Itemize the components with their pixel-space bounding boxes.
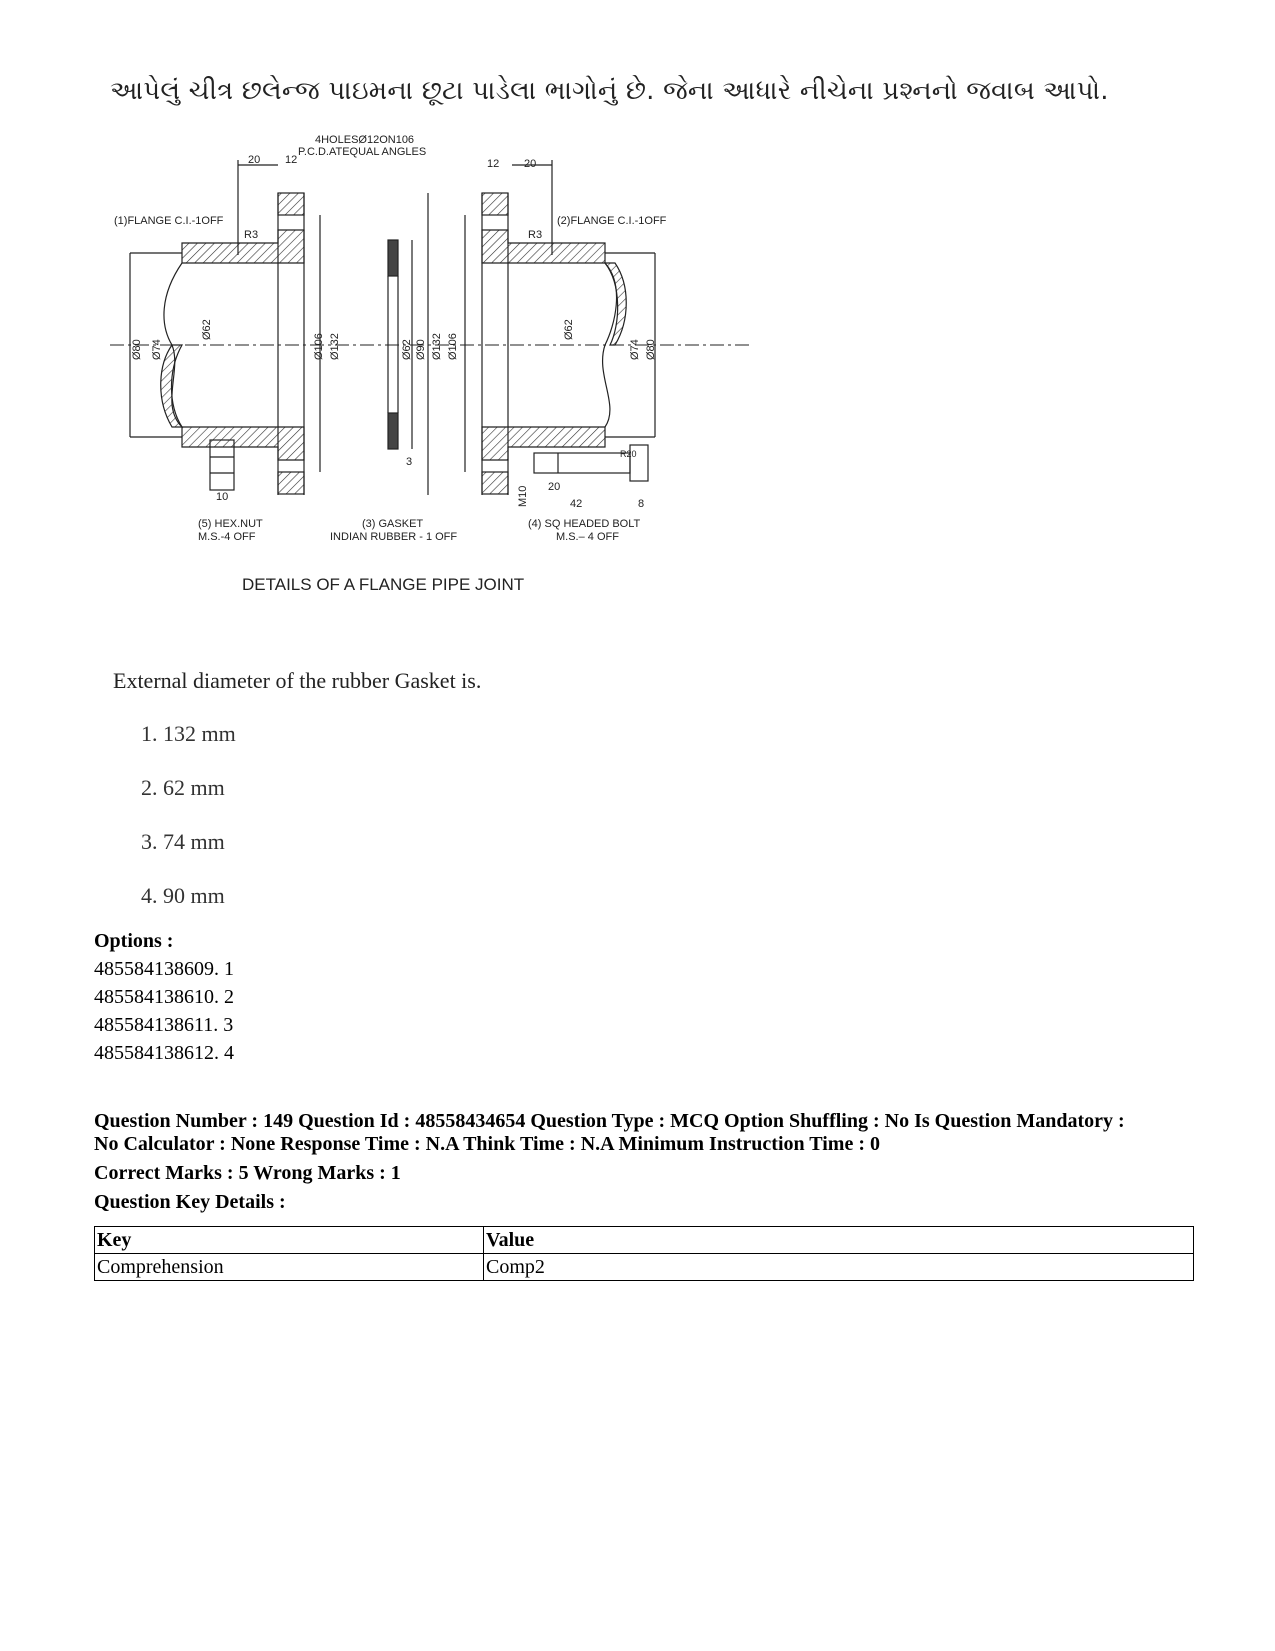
dim-8: 8 <box>638 498 645 510</box>
holes-note-2: P.C.D.ATEQUAL ANGLES <box>298 146 427 158</box>
choice-4: 4. 90 mm <box>141 883 225 908</box>
options-label: Options : <box>94 930 174 952</box>
dim-20-right: 20 <box>524 158 537 170</box>
question-text: External diameter of the rubber Gasket is. <box>113 668 482 693</box>
flange1-label: (1)FLANGE C.I.-1OFF <box>114 215 224 227</box>
figure-title: DETAILS OF A FLANGE PIPE JOINT <box>242 575 525 594</box>
dia-106-left: Ø106 <box>313 333 325 360</box>
instruction-gujarati: આપેલું ચીત્ર છલેન્જ પાઇમના છૂટા પાડેલા ભાગોનું છે. જેના આધારે નીચેના પ્રશ્નનો જવાબ આપો. <box>110 76 1109 106</box>
key-details-label: Question Key Details : <box>94 1191 286 1213</box>
choice-3: 3. 74 mm <box>141 829 225 854</box>
nut-label-2: M.S.-4 OFF <box>198 531 256 543</box>
dia-132-left: Ø132 <box>329 333 341 360</box>
table-header-value: Value <box>484 1227 1194 1254</box>
dia-74-left: Ø74 <box>151 339 163 360</box>
flange2-label: (2)FLANGE C.I.-1OFF <box>557 215 667 227</box>
dim-42: 42 <box>570 498 583 510</box>
m10-label: M10 <box>517 485 529 507</box>
bolt-label-2: M.S.– 4 OFF <box>556 531 619 543</box>
holes-note-1: 4HOLESØ12ON106 <box>315 135 415 146</box>
dim-12-right: 12 <box>487 158 500 170</box>
question-meta-line2: No Calculator : None Response Time : N.A Think Time : N.A Minimum Instruction Time : 0 <box>94 1133 880 1155</box>
table-header-key: Key <box>95 1227 484 1254</box>
radius-right: R3 <box>528 229 543 241</box>
dim-3: 3 <box>406 456 413 468</box>
dia-74-right: Ø74 <box>629 339 641 360</box>
table-header-row <box>95 1227 1194 1254</box>
table-cell-key: Comprehension <box>95 1254 484 1281</box>
gasket-label-1: (3) GASKET <box>362 518 424 530</box>
key-details-table <box>94 1226 1194 1281</box>
dim-20-bolt: 20 <box>548 481 561 493</box>
radius-left: R3 <box>244 229 259 241</box>
gasket-label-2: INDIAN RUBBER - 1 OFF <box>330 531 458 543</box>
r20-label: R20 <box>620 449 637 459</box>
dim-10: 10 <box>216 491 229 503</box>
choice-1: 1. 132 mm <box>141 721 236 746</box>
dia-80-left: Ø80 <box>131 339 143 360</box>
dia-62-right: Ø62 <box>563 319 575 340</box>
dim-12-left: 12 <box>285 154 298 166</box>
option-1: 485584138609. 1 <box>94 958 234 980</box>
dia-80-right: Ø80 <box>645 339 657 360</box>
dia-62-left: Ø62 <box>201 319 213 340</box>
flange-joint-drawing <box>110 135 770 615</box>
gasket-dia-90: Ø90 <box>415 339 427 360</box>
option-4: 485584138612. 4 <box>94 1042 234 1064</box>
gasket-dia-62: Ø62 <box>401 339 413 360</box>
bolt-label-1: (4) SQ HEADED BOLT <box>528 518 641 530</box>
marks-line: Correct Marks : 5 Wrong Marks : 1 <box>94 1162 401 1184</box>
gasket-dia-132: Ø132 <box>431 333 443 360</box>
table-cell-value: Comp2 <box>484 1254 1194 1281</box>
dia-106-right: Ø106 <box>447 333 459 360</box>
option-3: 485584138611. 3 <box>94 1014 234 1036</box>
option-2: 485584138610. 2 <box>94 986 234 1008</box>
choice-2: 2. 62 mm <box>141 775 225 800</box>
dim-20-left: 20 <box>248 154 261 166</box>
table-row <box>95 1254 1194 1281</box>
nut-label-1: (5) HEX.NUT <box>198 518 263 530</box>
question-meta-line1: Question Number : 149 Question Id : 48558434654 Question Type : MCQ Option Shuffling : No Is Question Mandatory : <box>94 1110 1125 1132</box>
